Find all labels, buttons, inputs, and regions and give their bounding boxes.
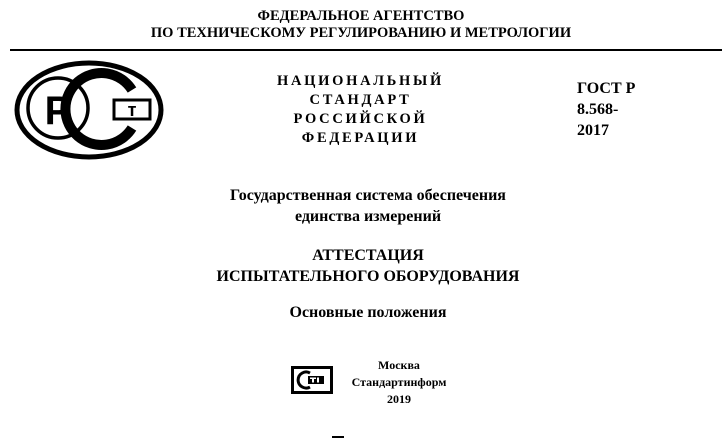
standard-type-line-2: СТАНДАРТ — [309, 92, 412, 108]
document-title — [0, 245, 722, 287]
svg-text:Р: Р — [44, 89, 72, 133]
standard-type — [258, 72, 463, 148]
rst-logo-icon — [14, 60, 164, 160]
standartinform-logo-icon — [290, 364, 334, 396]
publisher-name: Стандартинформ — [351, 375, 447, 389]
publisher-imprint — [340, 357, 458, 408]
title-line-2: ИСПЫТАТЕЛЬНОГО ОБОРУДОВАНИЯ — [216, 268, 520, 285]
document-subtitle: Основные положения — [289, 304, 447, 321]
agency-line-2: ПО ТЕХНИЧЕСКОМУ РЕГУЛИРОВАНИЮ И МЕТРОЛОГИИ — [150, 25, 572, 41]
standard-type-line-4: ФЕДЕРАЦИИ — [301, 130, 420, 146]
designation-line-2: 8.568- — [577, 101, 619, 118]
series-line-2: единства измерений — [294, 208, 442, 225]
designation-line-1: ГОСТ Р — [577, 80, 636, 97]
series-title — [0, 185, 722, 227]
svg-text:т: т — [127, 100, 137, 120]
agency-line-1: ФЕДЕРАЛЬНОЕ АГЕНТСТВО — [257, 8, 465, 24]
designation-line-3: 2017 — [577, 122, 609, 139]
title-line-1: АТТЕСТАЦИЯ — [312, 247, 424, 264]
publisher-city: Москва — [378, 358, 420, 372]
standard-type-line-3: РОССИЙСКОЙ — [293, 111, 428, 127]
publication-year: 2019 — [387, 392, 411, 406]
series-line-1: Государственная система обеспечения — [230, 187, 506, 204]
agency-header — [0, 8, 722, 42]
page-divider-mark — [332, 436, 344, 438]
header-divider — [10, 49, 722, 51]
standard-type-line-1: НАЦИОНАЛЬНЫЙ — [277, 73, 444, 89]
standard-designation — [577, 78, 635, 141]
